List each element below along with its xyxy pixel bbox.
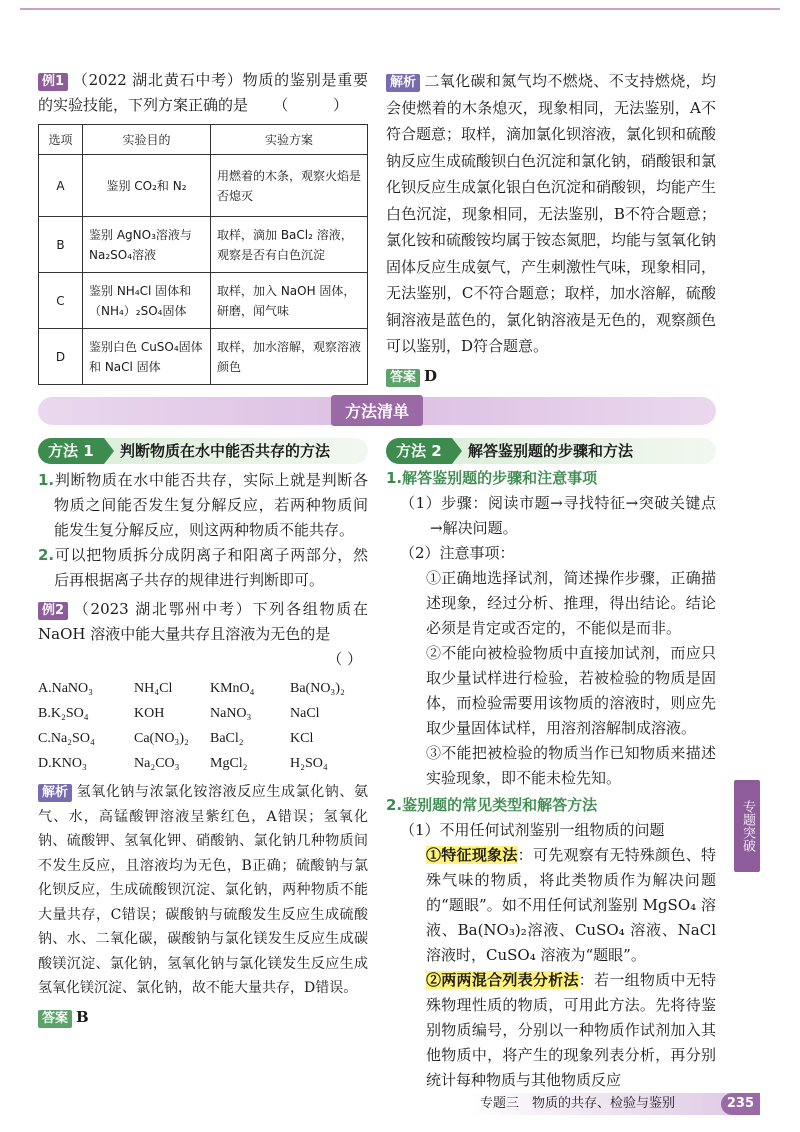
example1-table (38, 124, 368, 385)
method2-block (386, 438, 716, 1093)
table-header: 实验目的 (83, 125, 211, 155)
method2-note: ②不能向被检验物质中直接加试剂，而应只取少量试样进行检验，若被检验的物质是固体，而检验需要用该物质的溶液时，则应先取少量固体试样，用溶剂溶解制成溶液。 (426, 644, 716, 737)
choice-row: D.KNO₃ Na₂CO₃ MgCl₂ H₂SO₄ (38, 756, 328, 771)
method2-type1: （1）不用任何试剂鉴别一组物质的问题 (400, 821, 665, 839)
method2-section2: 2.鉴别题的常见类型和解答方法 (386, 796, 598, 814)
example2-question: 例2 （2023 湖北鄂州中考）下列各组物质在 NaOH 溶液中能大量共存且溶液为无色的是 (38, 600, 368, 643)
method2-step2: （2）注意事项： (400, 544, 515, 562)
method1-header (38, 438, 368, 464)
page-footer (468, 1093, 760, 1115)
example2-choices (38, 676, 368, 776)
banner-title: 方法清单 (331, 395, 423, 426)
method-list-banner (38, 397, 716, 425)
table-header: 选项 (39, 125, 83, 155)
highlight-term: ②两两混合列表分析法 (426, 971, 579, 989)
method2-section1: 1.解答鉴别题的步骤和注意事项 (386, 469, 598, 487)
example1-analysis-block (386, 68, 716, 389)
top-border (20, 8, 780, 10)
method2-title: 解答鉴别题的步骤和方法 (468, 442, 634, 460)
method1-tag: 方法 1 (38, 438, 104, 464)
method1-title: 判断物质在水中能否共存的方法 (120, 442, 331, 460)
method2-header (386, 438, 716, 464)
footer-text: 专题三 物质的共存、检验与鉴别 (480, 1096, 676, 1111)
method2-m1: ①特征现象法：可先观察有无特殊颜色、特殊气味的物质，将此类物质作为解决问题的“题眼”。如不用任何试剂鉴别 MgSO₄ 溶液、Ba(NO₃)₂溶液、CuSO₄ 溶液、NaCl 溶液时，CuSO₄ 溶液为“题眼”。 (426, 846, 716, 964)
highlight-term: ①特征现象法 (426, 846, 518, 864)
table-row: B 鉴别 AgNO₃溶液与 Na₂SO₄溶液 取样，滴加 BaCl₂ 溶液，观察是否有白色沉淀 (39, 217, 368, 273)
answer-label: 答案 (38, 1010, 72, 1028)
example1-question: 例1 （2022 湖北黄石中考）物质的鉴别是重要的实验技能，下列方案正确的是 （ ） (38, 71, 368, 114)
page-number: 235 (721, 1093, 760, 1115)
method1-block (38, 438, 368, 1030)
method2-tag: 方法 2 (386, 438, 452, 464)
method2-note: ③不能把被检验的物质当作已知物质来描述实验现象，即不能未检先知。 (426, 744, 716, 787)
example1-label: 例1 (38, 73, 68, 91)
table-row: D 鉴别白色 CuSO₄固体和 NaCl 固体 取样，加水溶解，观察溶液颜色 (39, 329, 368, 385)
example1-block (38, 68, 368, 385)
table-header: 实验方案 (211, 125, 368, 155)
example2-paren: （ ） (327, 650, 362, 668)
analysis-label: 解析 (38, 784, 72, 802)
table-row: C 鉴别 NH₄Cl 固体和（NH₄）₂SO₄固体 取样，加入 NaOH 固体，研磨，闻气味 (39, 273, 368, 329)
choice-row: B.K₂SO₄ KOH NaNO₃ NaCl (38, 706, 320, 721)
choice-row: C.Na₂SO₄ Ca(NO₃)₂ BaCl₂ KCl (38, 731, 314, 746)
answer-label: 答案 (386, 369, 420, 387)
method2-m2: ②两两混合列表分析法：若一组物质中无特殊物理性质的物质，可用此方法。先将待鉴别物质编号，分别以一种物质作试剂加入其他物质中，将产生的现象列表分析，再分别统计每种物质与其他物质反应 (426, 971, 716, 1089)
table-row: A 鉴别 CO₂和 N₂ 用燃着的木条，观察火焰是否熄灭 (39, 155, 368, 217)
list-item: 2.可以把物质拆分成阴离子和阳离子两部分，然后再根据离子共存的规律进行判断即可。 (38, 546, 368, 589)
example2-label: 例2 (38, 602, 68, 620)
example1-analysis: 解析 二氧化碳和氮气均不燃烧、不支持燃烧，均会使燃着的木条熄灭，现象相同，无法鉴别，A不符合题意；取样，滴加氯化钡溶液，氯化钡和硫酸钠反应生成硫酸钡白色沉淀和氯化钠，硝酸银和氯化钡反应生成氯化银白色沉淀和硝酸钡，均能产生白色沉淀，现象相同，无法鉴别，B不符合题意；氯化铵和硫酸铵均属于铵态氮肥，均能与氢氧化钠固体反应生成氨气，产生刺激性气味，现象相同，无法鉴别，C不符合题意；取样，加水溶解，硫酸铜溶液是蓝色的，氯化钠溶液是无色的，观察颜色可以鉴别，D符合题意。 (386, 72, 717, 355)
example2-answer: 答案 B (38, 1005, 368, 1030)
example2-analysis: 解析 氢氧化钠与浓氯化铵溶液反应生成氯化钠、氨气、水，高锰酸钾溶液呈紫红色，A错误；氢氧化钠、硫酸钾、氢氧化钾、硝酸钠、氯化钠几种物质间不发生反应，且溶液均为无色，B正确；硫酸钠与氯化钡反应，生成硫酸钡沉淀、氯化钠，两种物质不能大量共存，C错误；碳酸钠与硫酸发生反应生成硫酸钠、水、二氧化碳，碳酸钠与氯化镁发生反应生成碳酸镁沉淀、氯化钠，氢氧化钠与氯化镁发生反应生成氢氧化镁沉淀、氯化钠，故不能大量共存，D错误。 (38, 784, 368, 996)
method2-step1: （1）步骤：阅读市题→寻找特征→突破关键点→解决问题。 (400, 494, 716, 537)
method2-note: ①正确地选择试剂，简述操作步骤，正确描述现象，经过分析、推理，得出结论。结论必须是肯定或否定的，不能似是而非。 (426, 569, 716, 637)
analysis-label: 解析 (386, 74, 420, 92)
side-tab: 专题突破 (734, 780, 760, 872)
choice-row: A.NaNO₃ NH₄Cl KMnO₄ Ba(NO₃)₂ (38, 681, 345, 696)
example1-answer: 答案 D (386, 364, 716, 389)
list-item: 1.判断物质在水中能否共存，实际上就是判断各物质之间能否发生复分解反应，若两种物质间能发生复分解反应，则这两种物质不能共存。 (38, 471, 368, 539)
